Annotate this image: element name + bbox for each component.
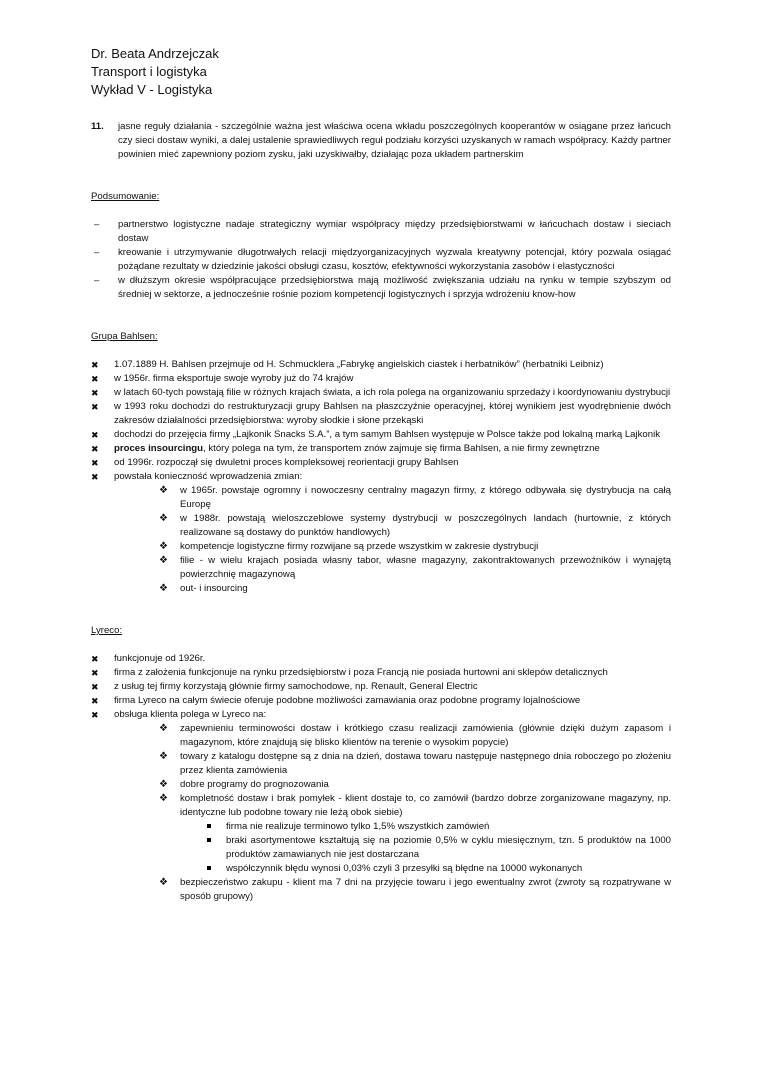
- diamond-bullet-icon: ❖: [159, 513, 168, 524]
- list-item: – partnerstwo logistyczne nadaje strategiczny wymiar współpracy między przedsiębiorstwami w łańcuchach dostaw i sieciach dostaw: [94, 219, 671, 244]
- section-heading-bahlsen: Grupa Bahlsen:: [91, 331, 158, 342]
- list-item: ✖ powstała konieczność wprowadzenia zmian: ❖ w 1965r. powstaje ogromny i nowoczesny centralny magazyn firmy, z którego odbywała się dystrybucja na całą Europę ❖ w 1988r. powstają wieloszczeblowe systemy dystrybucji w poszczególnych landach (hurtownie, z których realizowane są dostawy do punktów handlowych) ❖ kompetencje logistyczne firmy rozwijane są przede wszystkim w zakresie dystrybucji ❖ filie - w wielu krajach posiada własny tabor, własne magazyny, zakontraktowanych przewoźników i wynajętą powierzchnię magazynową ❖ out- i insourcing: [91, 471, 671, 594]
- author-name: Dr. Beata Andrzejczak: [91, 46, 219, 61]
- list-item: ✖ z usług tej firmy korzystają głównie firmy samochodowe, np. Renault, General Electric: [91, 681, 478, 692]
- cross-bullet-icon: ✖: [91, 430, 99, 440]
- course-title: Transport i logistyka: [91, 64, 207, 79]
- list-item: braki asortymentowe kształtują się na poziomie 0,5% w cyklu miesięcznym, tzn. 5 produktów na 1000 produktów zamawianych nie jest dostarczana: [204, 834, 671, 862]
- summary-list: [91, 218, 671, 302]
- list-item: ✖ od 1996r. rozpoczął się dwuletni proces kompleksowej reorientacji grupy Bahlsen: [91, 457, 459, 468]
- diamond-bullet-icon: ❖: [159, 751, 168, 762]
- square-bullet-icon: [207, 866, 211, 870]
- cross-bullet-icon: ✖: [91, 472, 99, 482]
- cross-bullet-icon: ✖: [91, 388, 99, 398]
- item-number: 11.: [91, 121, 104, 132]
- list-item: ✖ funkcjonuje od 1926r.: [91, 653, 206, 664]
- cross-bullet-icon: ✖: [91, 696, 99, 706]
- list-item: ✖ w 1956r. firma eksportuje swoje wyroby już do 74 krajów: [91, 373, 354, 384]
- list-item: ❖ w 1965r. powstaje ogromny i nowoczesny centralny magazyn firmy, z którego odbywała się dystrybucja na całą Europę: [159, 485, 671, 510]
- bold-term: proces insourcingu: [114, 443, 204, 454]
- dash-bullet: –: [94, 275, 100, 286]
- diamond-bullet-icon: ❖: [159, 723, 168, 734]
- cross-bullet-icon: ✖: [91, 654, 99, 664]
- diamond-bullet-icon: ❖: [159, 485, 168, 496]
- cross-bullet-icon: ✖: [91, 668, 99, 678]
- document-body: [91, 120, 671, 904]
- diamond-bullet-icon: ❖: [159, 541, 168, 552]
- list-item: ✖ dochodzi do przejęcia firmy „Lajkonik Snacks S.A.”, a tym samym Bahlsen występuje w Polsce także pod lokalną marką Lajkonik: [91, 429, 661, 440]
- cross-bullet-icon: ✖: [91, 710, 99, 720]
- section-heading-podsumowanie: Podsumowanie:: [91, 191, 160, 202]
- diamond-bullet-icon: ❖: [159, 877, 168, 888]
- cross-bullet-icon: ✖: [91, 458, 99, 468]
- list-item: ✖ w latach 60-tych powstają filie w różnych krajach świata, a ich rola polega na organizowaniu sprzedaży i koordynowaniu dystrybucji: [91, 387, 671, 398]
- bahlsen-list: [91, 358, 671, 596]
- dash-bullet: –: [94, 219, 100, 230]
- list-item: ❖ out- i insourcing: [159, 583, 248, 594]
- diamond-bullet-icon: ❖: [159, 583, 168, 594]
- list-item: ❖ kompletność dostaw i brak pomyłek - klient dostaje to, co zamówił (bardzo dobrze zorganizowane magazyny, np. identyczne lub podobne towary nie leżą obok siebie) firma nie realizuje terminowo tylko 1,5% wszystkich zamówień braki asortymentowe kształtują się na poziomie 0,5% w cyklu miesięcznym, tzn. 5 produktów na 1000 produktów zamawianych nie jest dostarczana współczynnik błędu wynosi 0,03% czyli 3 przesyłki są błędne na 10000 wykonanych: [159, 793, 671, 874]
- list-item: ❖ kompetencje logistyczne firmy rozwijane są przede wszystkim w zakresie dystrybucji: [159, 541, 539, 552]
- cross-bullet-icon: ✖: [91, 682, 99, 692]
- lyreco-stats-list: [204, 820, 671, 876]
- lyreco-service-list: [159, 722, 671, 904]
- section-heading-lyreco: Lyreco:: [91, 625, 123, 636]
- list-item: ❖ w 1988r. powstają wieloszczeblowe systemy dystrybucji w poszczególnych landach (hurtownie, z których realizowane są dostawy do punktów handlowych): [159, 513, 671, 538]
- list-item: ❖ filie - w wielu krajach posiada własny tabor, własne magazyny, zakontraktowanych przewoźników i wynajętą powierzchnię magazynową: [159, 555, 671, 580]
- bahlsen-changes-list: [159, 484, 671, 596]
- list-item: ✖ w 1993 roku dochodzi do restrukturyzacji grupy Bahlsen na płaszczyźnie operacyjnej, której wynikiem jest wyodrębnienie dwóch zakresów działalności przedsiębiorstwa: wyroby słodkie i słone przekąski: [91, 401, 671, 426]
- list-item: ✖ firma Lyreco na całym świecie oferuje podobne możliwości zamawiania oraz podobne programy lojalnościowe: [91, 695, 581, 706]
- list-item: ❖ bezpieczeństwo zakupu - klient ma 7 dni na przyjęcie towaru i jego ewentualny zwrot (zwroty są rozpatrywane w sposób grupowy): [159, 877, 671, 902]
- lyreco-list: [91, 652, 671, 904]
- square-bullet-icon: [207, 838, 211, 842]
- numbered-item-11: [91, 120, 671, 162]
- cross-bullet-icon: ✖: [91, 360, 99, 370]
- diamond-bullet-icon: ❖: [159, 779, 168, 790]
- item-text: jasne reguły działania - szczególnie ważna jest właściwa ocena wkładu poszczególnych kooperantów w osiągane przez łańcuch czy sieci dostaw wyniki, a dalej ustalenie sprawiedliwych reguł podziału korzyści uzyskanych w ramach współpracy. Każdy partner powinien mieć zapewniony poziom zysku, jaki uzyskiwałby, działając poza układem partnerskim: [118, 121, 671, 160]
- diamond-bullet-icon: ❖: [159, 793, 168, 804]
- cross-bullet-icon: ✖: [91, 444, 99, 454]
- list-item: ❖ dobre programy do prognozowania: [159, 779, 329, 790]
- document-header: [91, 45, 219, 99]
- dash-bullet: –: [94, 247, 100, 258]
- list-item: firma nie realizuje terminowo tylko 1,5% wszystkich zamówień: [204, 820, 671, 834]
- lecture-title: Wykład V - Logistyka: [91, 82, 213, 97]
- list-item: – kreowanie i utrzymywanie długotrwałych relacji międzyorganizacyjnych wyzwala kreatywny potencjał, który pozwala osiągać pożądane rezultaty w dziedzinie jakości obsługi czasu, kosztów, efektywności wykorzystania zasobów i elastyczności: [94, 247, 671, 272]
- list-item: ✖ obsługa klienta polega w Lyreco na: ❖ zapewnieniu terminowości dostaw i krótkiego czasu realizacji zamówienia (głównie dzięki dużym zapasom i magazynom, które znajdują się blisko klientów na terenie o wysokim popycie) ❖ towary z katalogu dostępne są z dnia na dzień, dostawa towaru następuje następnego dnia roboczego po złożeniu przez klienta zamówienia ❖ dobre programy do prognozowania ❖ kompletność dostaw i brak pomyłek - klient dostaje to, co zamówił (bardzo dobrze zorganizowane magazyny, np. identyczne lub podobne towary nie leżą obok siebie) firma nie realizuje terminowo tylko 1,5% wszystkich zamówień braki asortymentowe kształtują się na poziomie 0,5% w cyklu miesięcznym, tzn. 5 produktów na 1000 produktów zamawianych nie jest dostarczana współczynnik błędu wynosi 0,03% czyli 3 przesyłki są błędne na 10000 wykonanych ❖ bezpieczeństwo zakupu - klient ma 7 dni na przyjęcie towaru i jego ewentualny zwrot (zwroty są rozpatrywane w sposób grupowy): [91, 709, 671, 902]
- list-item: – w dłuższym okresie współpracujące przedsiębiorstwa mają możliwość zwiększania udziału na rynku w tempie szybszym od średniej w sektorze, a jednocześnie rośnie poziom kompetencji logistycznych i sprzyja wdrożeniu know-how: [94, 275, 671, 300]
- square-bullet-icon: [207, 824, 211, 828]
- list-item: ✖ proces insourcingu, który polega na tym, że transportem znów zajmuje się firma Bahlsen, a nie firmy zewnętrzne: [91, 443, 600, 454]
- list-item: współczynnik błędu wynosi 0,03% czyli 3 przesyłki są błędne na 10000 wykonanych: [204, 862, 671, 876]
- diamond-bullet-icon: ❖: [159, 555, 168, 566]
- cross-bullet-icon: ✖: [91, 402, 99, 412]
- cross-bullet-icon: ✖: [91, 374, 99, 384]
- list-item: ✖ firma z założenia funkcjonuje na rynku przedsiębiorstw i poza Francją nie posiada hurtowni ani sklepów detalicznych: [91, 667, 608, 678]
- list-item: ✖ 1.07.1889 H. Bahlsen przejmuje od H. Schmucklera „Fabrykę angielskich ciastek i herbatników” (herbatniki Leibniz): [91, 359, 604, 370]
- list-item: ❖ towary z katalogu dostępne są z dnia na dzień, dostawa towaru następuje następnego dnia roboczego po złożeniu przez klienta zamówienia: [159, 751, 671, 776]
- list-item: ❖ zapewnieniu terminowości dostaw i krótkiego czasu realizacji zamówienia (głównie dzięki dużym zapasom i magazynom, które znajdują się blisko klientów na terenie o wysokim popycie): [159, 723, 671, 748]
